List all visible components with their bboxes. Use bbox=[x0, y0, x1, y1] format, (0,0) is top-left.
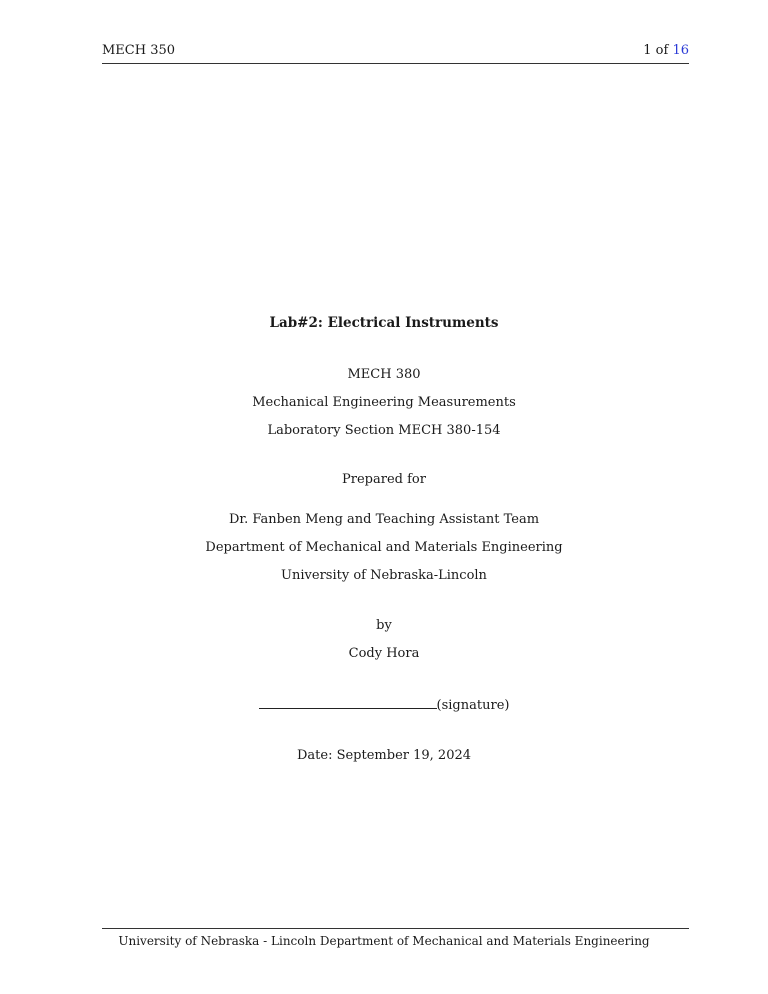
lab-section: Laboratory Section MECH 380-154 bbox=[267, 423, 501, 438]
university: University of Nebraska-Lincoln bbox=[281, 568, 487, 583]
page-header bbox=[102, 43, 689, 64]
signature-label: (signature) bbox=[436, 698, 510, 713]
header-course: MECH 350 bbox=[102, 43, 176, 58]
department: Department of Mechanical and Materials Engineering bbox=[205, 540, 563, 555]
author-name: Cody Hora bbox=[348, 646, 420, 661]
report-title: Lab#2: Electrical Instruments bbox=[269, 315, 499, 331]
footer-rule bbox=[102, 928, 689, 929]
page-current: 1 bbox=[643, 43, 652, 58]
page-total-link[interactable]: 16 bbox=[672, 43, 689, 58]
report-date: Date: September 19, 2024 bbox=[296, 748, 472, 763]
page-of-label: of bbox=[655, 43, 669, 58]
course-name: Mechanical Engineering Measurements bbox=[252, 395, 516, 410]
page-footer: University of Nebraska - Lincoln Department of Mechanical and Materials Engineering bbox=[118, 934, 650, 948]
page-number bbox=[643, 43, 689, 58]
prepared-for-label: Prepared for bbox=[342, 472, 426, 487]
by-label: by bbox=[376, 618, 392, 633]
course-code: MECH 380 bbox=[347, 367, 421, 382]
signature-line bbox=[259, 696, 437, 709]
recipient: Dr. Fanben Meng and Teaching Assistant Team bbox=[228, 512, 540, 527]
signature-block bbox=[0, 696, 768, 714]
